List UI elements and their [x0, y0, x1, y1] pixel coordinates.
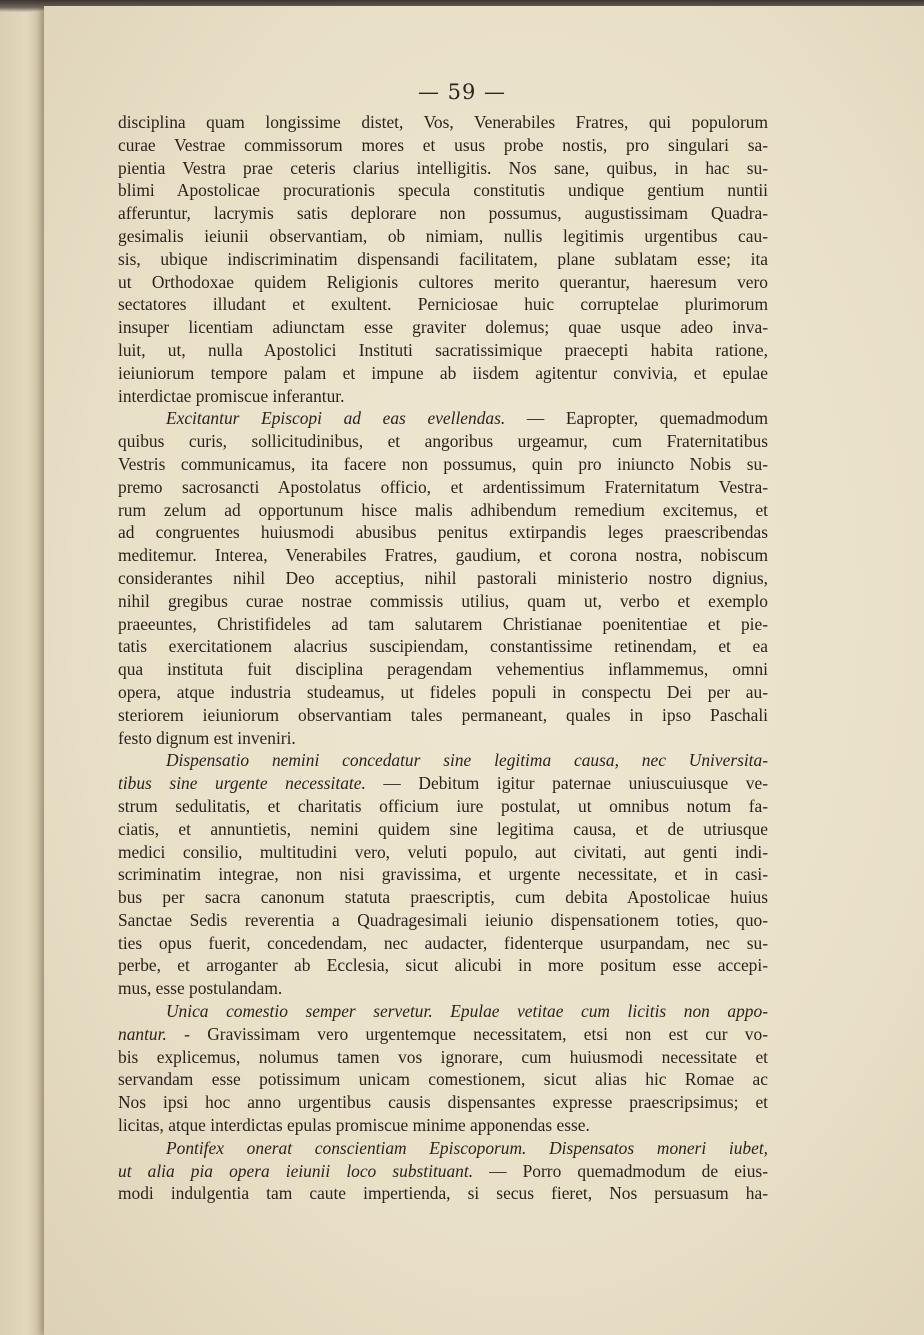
- text-line: [118, 658, 768, 681]
- section-heading: tibus sine urgente necessitate.: [118, 773, 366, 794]
- text-line: [118, 430, 768, 453]
- text-line: [118, 567, 768, 590]
- section-heading: nantur.: [118, 1023, 167, 1044]
- text-line: [118, 134, 768, 157]
- text-line: [118, 681, 768, 704]
- text-segment: Sanctae Sedis reverentia a Quadragesimali ieiunio dispensationem toties, quo-: [118, 909, 768, 930]
- text-segment: modi indulgentia tam caute impertienda, si secus fieret, Nos persuasum ha-: [118, 1183, 768, 1204]
- text-segment: Nos ipsi hoc anno urgentibus causis dispensantes expresse praescripsimus; et: [118, 1092, 768, 1113]
- text-line: [118, 202, 768, 225]
- text-line: [118, 316, 768, 339]
- text-segment: disciplina quam longissime distet, Vos, Venerabiles Fratres, qui populorum: [118, 112, 768, 132]
- text-line: [118, 1068, 768, 1091]
- text-segment: ciatis, et annuntietis, nemini quidem sine legitima causa, et de utriusque: [118, 818, 768, 839]
- text-line: [118, 818, 768, 841]
- text-line: [118, 293, 768, 316]
- text-segment: ad congruentes huiusmodi abusibus penitus extirpandis leges praescribendas: [118, 522, 768, 543]
- text-segment: afferuntur, lacrymis satis deplorare non possumus, augustissimam Quadra-: [118, 203, 768, 224]
- text-line: [118, 544, 768, 567]
- section-heading: Pontifex onerat conscientiam Episcoporum. Dispensatos moneri iubet,: [166, 1137, 768, 1158]
- text-segment: meditemur. Interea, Venerabiles Fratres, gaudium, et corona nostra, nobiscum: [118, 545, 768, 566]
- text-segment: — Eapropter, quemadmodum: [505, 408, 768, 429]
- text-segment: festo dignum est inveniri.: [118, 727, 296, 748]
- text-segment: Vestris communicamus, ita facere non possumus, quin pro iniuncto Nobis su-: [118, 453, 768, 474]
- text-segment: medici consilio, multitudini vero, veluti populo, aut civitati, aut genti indi-: [118, 841, 768, 862]
- page-number: — 59 —: [417, 80, 507, 104]
- text-line: [118, 1114, 768, 1137]
- text-segment: premo sacrosancti Apostolatus officio, et ardentissimum Fraternitatum Vestra-: [118, 476, 768, 497]
- text-segment: praeeuntes, Christifideles ad tam salutarem Christianae poenitentiae et pie-: [118, 613, 768, 634]
- section-heading: ut alia pia opera ieiunii loco substituant.: [118, 1160, 474, 1181]
- text-line: [118, 954, 768, 977]
- text-line: [118, 795, 768, 818]
- text-line: [118, 157, 768, 180]
- text-segment: quibus curis, sollicitudinibus, et angoribus urgeamur, cum Fraternitatibus: [118, 431, 768, 452]
- text-line: [118, 613, 768, 636]
- text-line: [118, 886, 768, 909]
- text-line: [118, 248, 768, 271]
- book-spine-edge: [0, 0, 44, 1335]
- text-line: [118, 1046, 768, 1069]
- text-segment: bus per sacra canonum statuta praescriptis, cum debita Apostolicae huius: [118, 887, 768, 908]
- section-heading: Dispensatio nemini concedatur sine legitima causa, nec Universita-: [166, 750, 768, 771]
- text-segment: luit, ut, nulla Apostolici Instituti sacratissimique praecepti habita ratione,: [118, 339, 768, 360]
- text-segment: ties opus fuerit, concedendam, nec audacter, fidenterque usurpandam, nec su-: [118, 932, 768, 953]
- section-heading: Unica comestio semper servetur. Epulae vetitae cum licitis non appo-: [166, 1001, 768, 1022]
- text-line: [118, 1137, 768, 1160]
- text-segment: mus, esse postulandam.: [118, 978, 283, 999]
- text-segment: tatis exercitationem alacrius suscipiendam, constantissime retinendam, et ea: [118, 636, 768, 657]
- text-segment: — Porro quemadmodum de eius-: [473, 1160, 768, 1181]
- text-segment: sis, ubique indiscriminatim dispensandi facilitatem, plane sublatam esse; ita: [118, 248, 768, 269]
- text-segment: nihil gregibus curae nostrae commissis utilius, quam ut, verbo et exemplo: [118, 590, 768, 611]
- text-line: [118, 476, 768, 499]
- text-line: [118, 1182, 768, 1205]
- text-line: [118, 453, 768, 476]
- text-segment: perbe, et arroganter ab Ecclesia, sicut alicubi in more positum esse accepi-: [118, 955, 768, 976]
- text-segment: bis explicemus, nolumus tamen vos ignorare, cum huiusmodi necessitate et: [118, 1046, 768, 1067]
- text-segment: strum sedulitatis, et charitatis officium iure postulat, ut omnibus notum fa-: [118, 795, 768, 816]
- text-segment: gesimalis ieiunii observantiam, ob nimiam, nullis legitimis urgentibus cau-: [118, 225, 768, 246]
- text-line: [118, 977, 768, 1000]
- text-line: [118, 1160, 768, 1183]
- text-line: [118, 407, 768, 430]
- text-segment: insuper licentiam adiunctam esse graviter dolemus; quae usque adeo inva-: [118, 317, 768, 338]
- text-line: [118, 339, 768, 362]
- text-segment: opera, atque industria studeamus, ut fideles populi in conspectu Dei per au-: [118, 681, 768, 702]
- text-segment: steriorem ieiuniorum observantiam tales permaneant, quales in ipso Paschali: [118, 704, 768, 725]
- text-line: [118, 727, 768, 750]
- text-line: [118, 932, 768, 955]
- text-segment: interdictae promiscue inferantur.: [118, 385, 345, 406]
- text-segment: blimi Apostolicae procurationis specula constitutis undique gentium nuntii: [118, 180, 768, 201]
- text-line: [118, 271, 768, 294]
- text-segment: - Gravissimam vero urgentemque necessitatem, etsi non est cur vo-: [166, 1023, 768, 1044]
- text-line: [118, 385, 768, 408]
- text-line: [118, 841, 768, 864]
- body-text: [118, 111, 768, 1205]
- text-segment: curae Vestrae commissorum mores et usus probe nostis, pro singulari sa-: [118, 134, 768, 155]
- text-segment: scriminatim integrae, non nisi gravissima, et urgente necessitate, et in casi-: [118, 864, 768, 885]
- text-line: [118, 225, 768, 248]
- text-segment: — Debitum igitur paternae uniuscuiusque ve-: [365, 773, 768, 794]
- text-line: [118, 749, 768, 772]
- text-line: [118, 704, 768, 727]
- section-heading: Excitantur Episcopi ad eas evellendas.: [166, 408, 506, 429]
- text-segment: ieiuniorum tempore palam et impune ab iisdem agitentur convivia, et epulae: [118, 362, 768, 383]
- text-line: [118, 590, 768, 613]
- text-segment: considerantes nihil Deo acceptius, nihil pastorali ministerio nostro dignius,: [118, 567, 768, 588]
- text-line: [118, 772, 768, 795]
- text-line: [118, 1000, 768, 1023]
- text-segment: licitas, atque interdictas epulas promiscue minime apponendas esse.: [118, 1115, 590, 1136]
- text-segment: qua instituta fuit disciplina peragendam vehementius inflammemus, omni: [118, 659, 768, 680]
- text-segment: sectatores illudant et exultent. Perniciosae huic corruptelae plurimorum: [118, 294, 768, 315]
- text-line: [118, 362, 768, 385]
- text-segment: rum zelum ad opportunum hisce malis adhibendum remedium excitemus, et: [118, 499, 768, 520]
- text-segment: ut Orthodoxae quidem Religionis cultores merito querantur, haeresum vero: [118, 271, 768, 292]
- text-line: [118, 111, 768, 134]
- text-line: [118, 179, 768, 202]
- text-segment: servandam esse potissimum unicam comestionem, sicut alias hic Romae ac: [118, 1069, 768, 1090]
- text-line: [118, 635, 768, 658]
- text-line: [118, 499, 768, 522]
- text-line: [118, 1091, 768, 1114]
- text-line: [118, 521, 768, 544]
- text-line: [118, 1023, 768, 1046]
- text-line: [118, 909, 768, 932]
- text-segment: pientia Vestra prae ceteris clarius intelligitis. Nos sane, quibus, in hac su-: [118, 157, 768, 178]
- text-line: [118, 863, 768, 886]
